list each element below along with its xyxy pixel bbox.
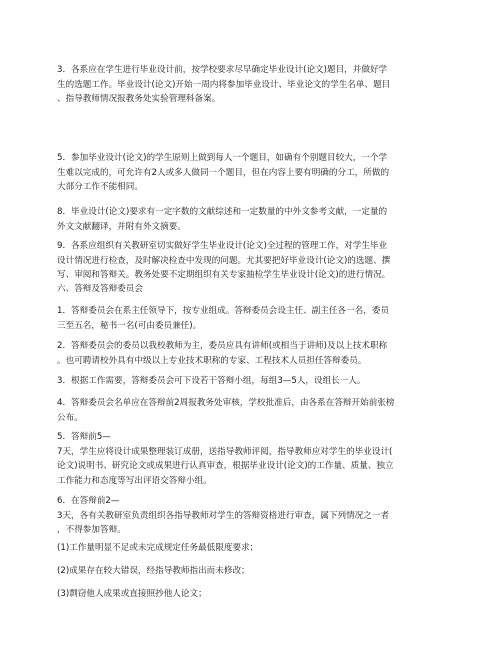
text-line: 5．参加毕业设计(论文)的学生原则上做到每人一个题目，如确有个别题目较大，一个学 — [57, 153, 388, 163]
paragraph-3-topic-selection — [57, 63, 447, 107]
text-line: 公布。 — [57, 412, 83, 423]
paragraph-5-one-topic-per-student — [57, 151, 447, 195]
text-line: 2．答辩委员会的委员以我校教师为主，委员应具有讲师(或相当于讲师)及以上技术职称 — [57, 341, 388, 351]
paragraph-9-process-management — [57, 239, 447, 283]
text-line: 生难以完成的，可允许有2人或多人做同一个题目，但在内容上要有明确的分工，所做的 — [57, 167, 390, 178]
text-line: (3)剽窃他人成果或直接照抄他人论文； — [57, 589, 207, 599]
paragraph-1-committee-composition — [57, 304, 447, 333]
paragraph-3-subgroups — [57, 374, 447, 389]
text-line: 5．答辩前5— — [57, 432, 111, 442]
text-line: 大部分工作不能相同。 — [57, 182, 143, 192]
list-item-2 — [57, 564, 447, 579]
paragraph-8-literature — [57, 205, 447, 234]
text-line: 3．各系应在学生进行毕业设计前，按学校要求尽早确定毕业设计(论文)题目，并做好学 — [57, 65, 388, 75]
text-line: 3．根据工作需要，答辩委员会可下设若干答辩小组，每组3—5人，设组长一人。 — [57, 376, 366, 386]
text-line: 4．答辩委员会名单应在答辩前2周报教务处审核，学校批准后，由各系在答辩开始前张榜 — [57, 398, 395, 408]
text-line: (2)成果存在较大错误，经指导教师指出而未修改； — [57, 566, 250, 576]
text-line: 、指导教师情况报教务处实验管理科备案。 — [57, 94, 221, 104]
paragraph-5-results-review — [57, 430, 447, 488]
text-line: 设计情况进行检查，及时解决检查中发现的问题。尤其要把好毕业设计(论文)的选题、撰 — [57, 255, 391, 266]
paragraph-4-committee-list — [57, 396, 447, 425]
text-line: 6．在答辩前2— — [57, 496, 120, 506]
text-line: 1．答辩委员会在系主任领导下，按专业组成。答辩委员会设主任、副主任各一名，委员 — [57, 306, 390, 316]
text-line: 外文文献翻译，并附有外文摘要。 — [57, 221, 186, 232]
text-line: (1)工作量明显不足或未完成规定任务最低限度要求； — [57, 543, 259, 553]
text-line: 三至五名，秘书一名(可由委员兼任)。 — [57, 320, 202, 331]
text-line: 9．各系应组织有关教研室切实做好学生毕业设计(论文)全过程的管理工作，对学生毕业 — [57, 241, 388, 251]
text-line: ，不得参加答辩。 — [57, 525, 126, 535]
text-line: 7天，学生应将设计成果整理装订成册，送指导教师评阅，指导教师应对学生的毕业设计( — [57, 446, 393, 457]
text-line: 。也可聘请校外具有中级以上专业技术职称的专家、工程技术人员担任答辩委员。 — [57, 355, 367, 366]
list-item-1 — [57, 541, 447, 556]
text-line: 8．毕业设计(论文)要求有一定字数的文献综述和一定数量的中外文参考文献，一定量的 — [57, 207, 388, 217]
list-item-3 — [57, 587, 447, 602]
paragraph-6-eligibility-review — [57, 494, 447, 538]
text-line: 3天，各有关教研室负责组织各指导教师对学生的答辩资格进行审查，属下列情况之一者 — [57, 510, 390, 521]
text-line: 工作能力和态度等写出评语交答辩小组。 — [57, 475, 212, 486]
section-heading — [57, 282, 447, 297]
heading-text: 六、答辩及答辩委员会 — [57, 284, 143, 294]
paragraph-2-committee-members — [57, 339, 447, 368]
text-line: 论文)说明书、研究论文或成果进行认真审查，根据毕业设计(论文)的工作量、质量、独立 — [57, 461, 394, 471]
text-line: 生的选题工作。毕业设计(论文)开始一周内将参加毕业设计、毕业论文的学生名单、题目 — [57, 79, 391, 90]
text-line: 写、审阅和答辩关。教务处要不定期组织有关专家抽检学生毕业设计(论文)的进行情况。 — [57, 270, 391, 280]
